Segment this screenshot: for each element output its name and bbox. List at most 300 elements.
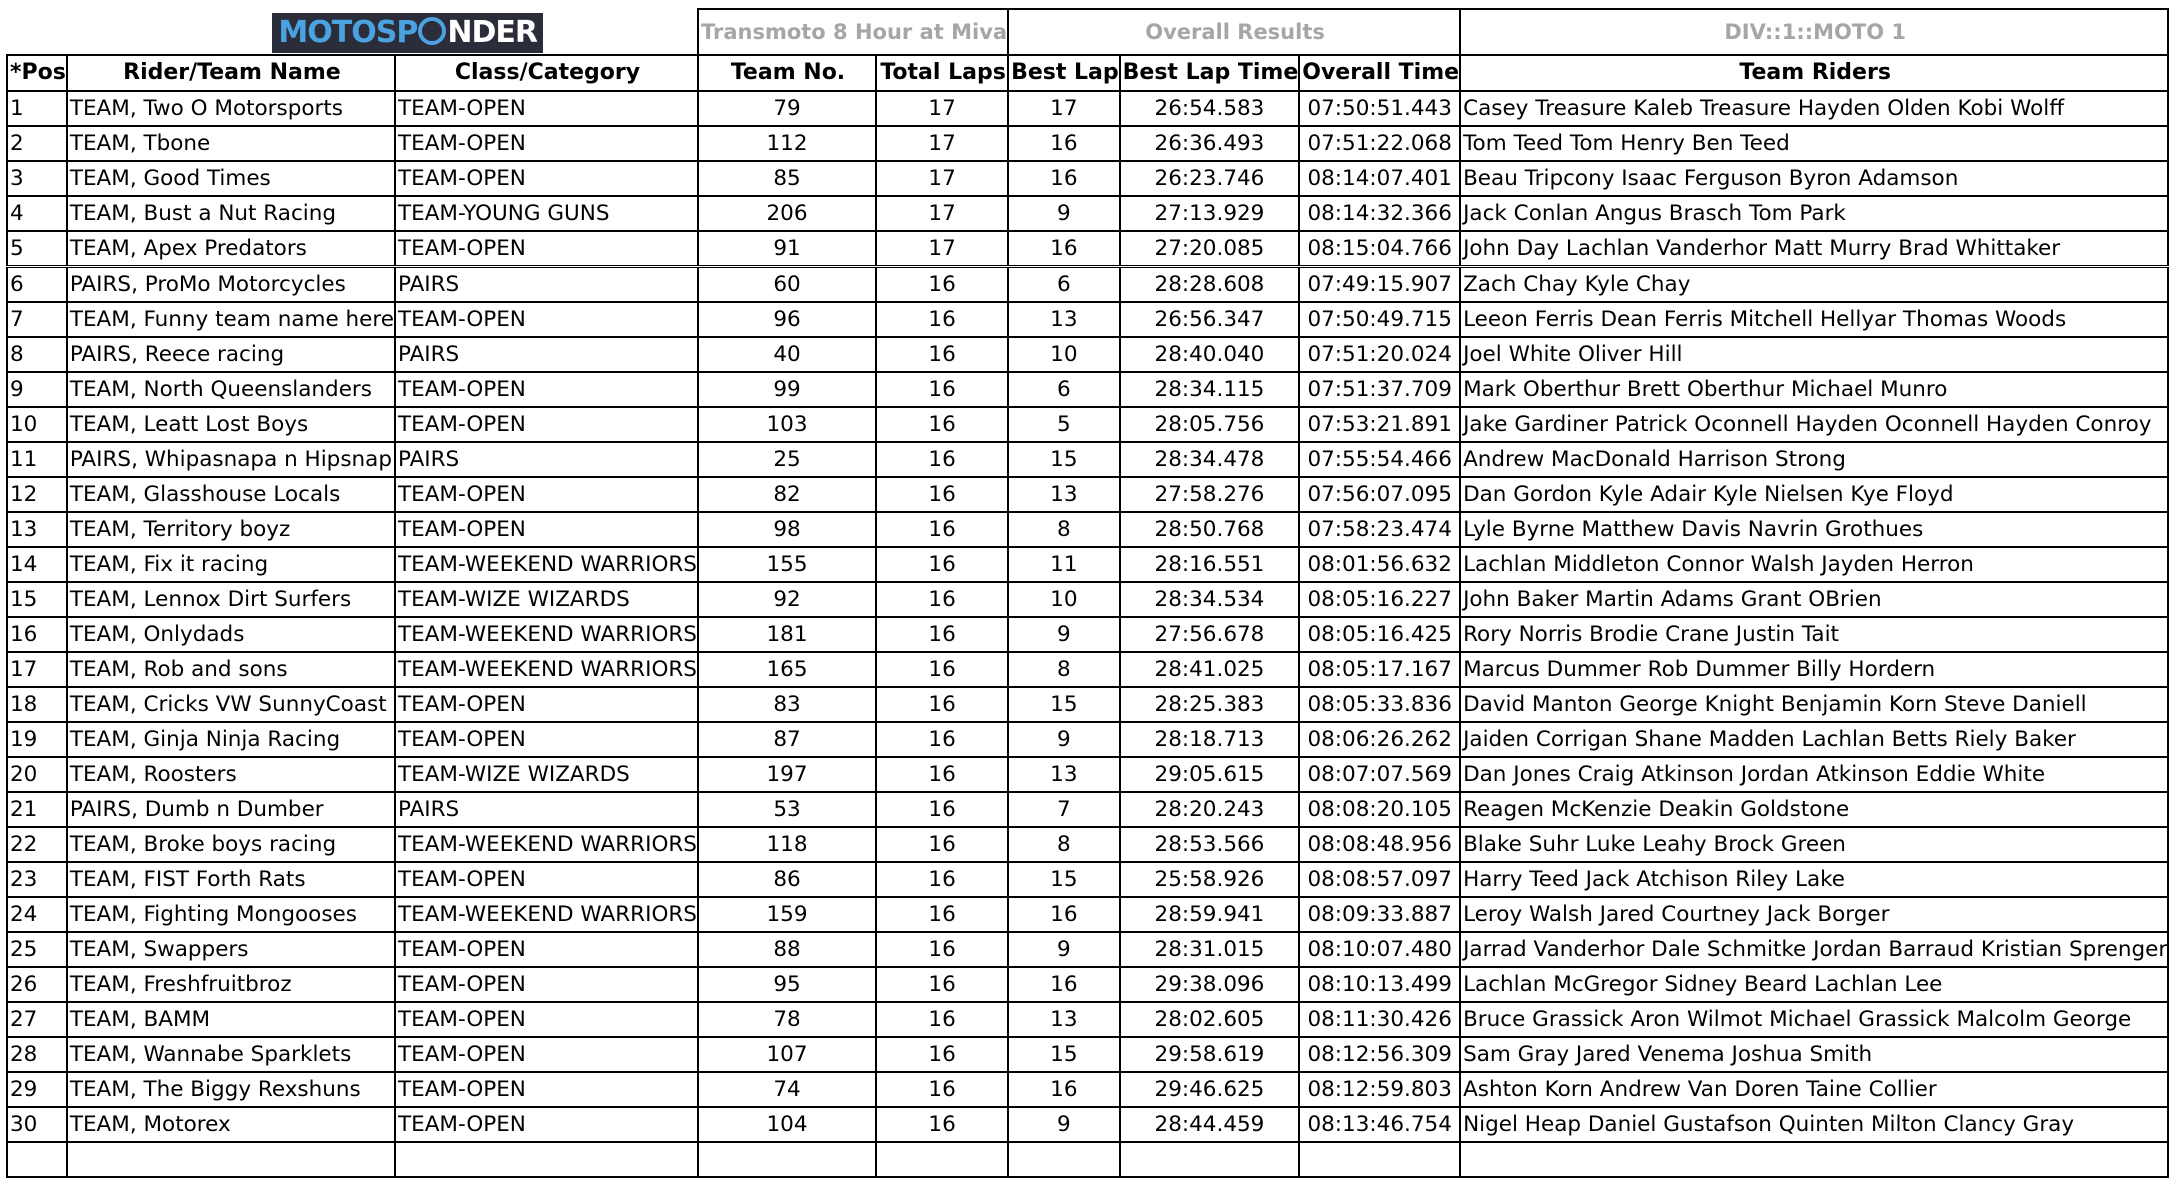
cell-team-no: 53 [698, 792, 876, 827]
cell-team-no: 96 [698, 302, 876, 337]
cell-total-laps: 16 [876, 267, 1008, 303]
column-header-overall-time: Overall Time [1299, 55, 1460, 91]
table-row [7, 1037, 2168, 1072]
cell-best-lap: 13 [1008, 1002, 1120, 1037]
cell-best-lap: 16 [1008, 126, 1120, 161]
cell-rider-team-name: TEAM, Broke boys racing [67, 827, 395, 862]
table-row [7, 1072, 2168, 1107]
cell-overall-time: 08:08:20.105 [1299, 792, 1460, 827]
cell-class-category: TEAM-OPEN [395, 862, 698, 897]
cell-overall-time: 08:09:33.887 [1299, 897, 1460, 932]
cell-total-laps: 16 [876, 722, 1008, 757]
cell-class-category: TEAM-OPEN [395, 126, 698, 161]
cell-team-riders: John Baker Martin Adams Grant OBrien [1460, 582, 2168, 617]
empty-cell [7, 1142, 67, 1177]
cell-class-category: TEAM-OPEN [395, 161, 698, 196]
table-row [7, 126, 2168, 161]
table-row [7, 617, 2168, 652]
cell-best-lap-time: 28:02.605 [1120, 1002, 1300, 1037]
column-header-row [7, 55, 2168, 91]
table-row [7, 862, 2168, 897]
cell-class-category: TEAM-WEEKEND WARRIORS [395, 897, 698, 932]
cell-team-no: 91 [698, 231, 876, 267]
table-row [7, 442, 2168, 477]
cell-team-no: 82 [698, 477, 876, 512]
cell-class-category: TEAM-WIZE WIZARDS [395, 757, 698, 792]
blank-cell [7, 9, 67, 55]
cell-total-laps: 16 [876, 547, 1008, 582]
cell-total-laps: 16 [876, 372, 1008, 407]
cell-total-laps: 16 [876, 477, 1008, 512]
cell-pos: 29 [7, 1072, 67, 1107]
cell-team-riders: Beau Tripcony Isaac Ferguson Byron Adamson [1460, 161, 2168, 196]
column-header-best-lap: Best Lap [1008, 55, 1120, 91]
cell-pos: 7 [7, 302, 67, 337]
cell-best-lap-time: 28:25.383 [1120, 687, 1300, 722]
cell-pos: 6 [7, 267, 67, 303]
cell-pos: 1 [7, 91, 67, 126]
column-header-pos: *Pos [7, 55, 67, 91]
cell-best-lap-time: 28:18.713 [1120, 722, 1300, 757]
cell-class-category: TEAM-OPEN [395, 932, 698, 967]
cell-overall-time: 08:08:57.097 [1299, 862, 1460, 897]
cell-team-riders: Mark Oberthur Brett Oberthur Michael Munro [1460, 372, 2168, 407]
empty-cell [395, 1142, 698, 1177]
cell-team-riders: Lachlan McGregor Sidney Beard Lachlan Lee [1460, 967, 2168, 1002]
cell-team-riders: Dan Gordon Kyle Adair Kyle Nielsen Kye Floyd [1460, 477, 2168, 512]
cell-overall-time: 07:51:20.024 [1299, 337, 1460, 372]
cell-best-lap: 8 [1008, 827, 1120, 862]
column-header-class-category: Class/Category [395, 55, 698, 91]
cell-team-no: 25 [698, 442, 876, 477]
table-row [7, 897, 2168, 932]
cell-team-riders: Jaiden Corrigan Shane Madden Lachlan Betts Riely Baker [1460, 722, 2168, 757]
cell-best-lap: 5 [1008, 407, 1120, 442]
cell-total-laps: 16 [876, 897, 1008, 932]
cell-rider-team-name: TEAM, Roosters [67, 757, 395, 792]
cell-total-laps: 16 [876, 302, 1008, 337]
cell-team-no: 86 [698, 862, 876, 897]
cell-class-category: TEAM-WEEKEND WARRIORS [395, 547, 698, 582]
cell-team-no: 107 [698, 1037, 876, 1072]
title-band [7, 9, 2168, 55]
cell-best-lap: 15 [1008, 442, 1120, 477]
cell-overall-time: 08:10:13.499 [1299, 967, 1460, 1002]
cell-best-lap-time: 26:23.746 [1120, 161, 1300, 196]
cell-team-riders: Jack Conlan Angus Brasch Tom Park [1460, 196, 2168, 231]
cell-best-lap: 17 [1008, 91, 1120, 126]
cell-rider-team-name: PAIRS, Dumb n Dumber [67, 792, 395, 827]
cell-best-lap-time: 28:31.015 [1120, 932, 1300, 967]
cell-rider-team-name: TEAM, FIST Forth Rats [67, 862, 395, 897]
cell-rider-team-name: TEAM, Two O Motorsports [67, 91, 395, 126]
results-sheet [6, 8, 2169, 1178]
cell-best-lap-time: 28:44.459 [1120, 1107, 1300, 1142]
cell-best-lap-time: 25:58.926 [1120, 862, 1300, 897]
cell-overall-time: 07:58:23.474 [1299, 512, 1460, 547]
cell-rider-team-name: TEAM, Swappers [67, 932, 395, 967]
cell-team-no: 155 [698, 547, 876, 582]
table-row [7, 1107, 2168, 1142]
cell-class-category: TEAM-OPEN [395, 302, 698, 337]
cell-class-category: TEAM-OPEN [395, 687, 698, 722]
cell-class-category: TEAM-WEEKEND WARRIORS [395, 617, 698, 652]
cell-overall-time: 07:56:07.095 [1299, 477, 1460, 512]
cell-team-riders: Jake Gardiner Patrick Oconnell Hayden Oconnell Hayden Conroy [1460, 407, 2168, 442]
cell-best-lap: 16 [1008, 897, 1120, 932]
cell-rider-team-name: TEAM, Onlydads [67, 617, 395, 652]
column-header-best-lap-time: Best Lap Time [1120, 55, 1300, 91]
cell-team-riders: Casey Treasure Kaleb Treasure Hayden Olden Kobi Wolff [1460, 91, 2168, 126]
cell-best-lap-time: 28:20.243 [1120, 792, 1300, 827]
cell-pos: 16 [7, 617, 67, 652]
logo-text-1: MOTOSP [278, 14, 418, 50]
logo-text-2: NDER [447, 14, 537, 50]
cell-total-laps: 16 [876, 407, 1008, 442]
cell-pos: 18 [7, 687, 67, 722]
cell-best-lap-time: 28:40.040 [1120, 337, 1300, 372]
cell-team-no: 40 [698, 337, 876, 372]
cell-total-laps: 16 [876, 792, 1008, 827]
cell-pos: 25 [7, 932, 67, 967]
cell-team-riders: Blake Suhr Luke Leahy Brock Green [1460, 827, 2168, 862]
cell-best-lap: 7 [1008, 792, 1120, 827]
cell-pos: 15 [7, 582, 67, 617]
cell-total-laps: 16 [876, 967, 1008, 1002]
cell-class-category: PAIRS [395, 267, 698, 303]
cell-pos: 5 [7, 231, 67, 267]
cell-team-no: 103 [698, 407, 876, 442]
cell-total-laps: 16 [876, 1072, 1008, 1107]
cell-team-riders: Andrew MacDonald Harrison Strong [1460, 442, 2168, 477]
cell-total-laps: 16 [876, 1037, 1008, 1072]
cell-class-category: TEAM-OPEN [395, 477, 698, 512]
cell-team-riders: Tom Teed Tom Henry Ben Teed [1460, 126, 2168, 161]
cell-rider-team-name: TEAM, The Biggy Rexshuns [67, 1072, 395, 1107]
cell-total-laps: 16 [876, 337, 1008, 372]
cell-team-no: 85 [698, 161, 876, 196]
cell-rider-team-name: TEAM, Motorex [67, 1107, 395, 1142]
results-table [6, 8, 2169, 1178]
cell-team-no: 83 [698, 687, 876, 722]
cell-class-category: TEAM-OPEN [395, 1107, 698, 1142]
cell-class-category: TEAM-OPEN [395, 722, 698, 757]
cell-rider-team-name: TEAM, Fix it racing [67, 547, 395, 582]
cell-overall-time: 08:08:48.956 [1299, 827, 1460, 862]
cell-overall-time: 07:53:21.891 [1299, 407, 1460, 442]
column-header-rider-team-name: Rider/Team Name [67, 55, 395, 91]
cell-best-lap-time: 28:05.756 [1120, 407, 1300, 442]
cell-team-no: 159 [698, 897, 876, 932]
table-row [7, 231, 2168, 267]
cell-class-category: PAIRS [395, 442, 698, 477]
cell-class-category: TEAM-OPEN [395, 91, 698, 126]
cell-best-lap: 15 [1008, 862, 1120, 897]
cell-overall-time: 08:01:56.632 [1299, 547, 1460, 582]
cell-class-category: TEAM-OPEN [395, 967, 698, 1002]
cell-overall-time: 08:11:30.426 [1299, 1002, 1460, 1037]
cell-team-riders: Nigel Heap Daniel Gustafson Quinten Milton Clancy Gray [1460, 1107, 2168, 1142]
cell-best-lap-time: 29:46.625 [1120, 1072, 1300, 1107]
cell-pos: 21 [7, 792, 67, 827]
cell-total-laps: 16 [876, 1107, 1008, 1142]
table-row [7, 196, 2168, 231]
cell-total-laps: 16 [876, 827, 1008, 862]
cell-best-lap: 16 [1008, 967, 1120, 1002]
logo-o-icon [418, 17, 446, 45]
cell-team-no: 88 [698, 932, 876, 967]
table-row [7, 792, 2168, 827]
cell-rider-team-name: TEAM, Glasshouse Locals [67, 477, 395, 512]
table-row [7, 827, 2168, 862]
cell-pos: 3 [7, 161, 67, 196]
cell-team-riders: Sam Gray Jared Venema Joshua Smith [1460, 1037, 2168, 1072]
motosponder-logo [272, 13, 543, 53]
cell-class-category: PAIRS [395, 337, 698, 372]
cell-rider-team-name: TEAM, BAMM [67, 1002, 395, 1037]
cell-pos: 24 [7, 897, 67, 932]
cell-total-laps: 16 [876, 1002, 1008, 1037]
cell-best-lap: 15 [1008, 687, 1120, 722]
cell-team-riders: Leeon Ferris Dean Ferris Mitchell Hellyar Thomas Woods [1460, 302, 2168, 337]
cell-best-lap: 9 [1008, 932, 1120, 967]
cell-overall-time: 08:06:26.262 [1299, 722, 1460, 757]
cell-pos: 20 [7, 757, 67, 792]
cell-rider-team-name: TEAM, Good Times [67, 161, 395, 196]
table-row [7, 967, 2168, 1002]
table-row [7, 687, 2168, 722]
cell-pos: 30 [7, 1107, 67, 1142]
cell-total-laps: 16 [876, 442, 1008, 477]
column-header-team-riders: Team Riders [1460, 55, 2168, 91]
cell-pos: 9 [7, 372, 67, 407]
cell-best-lap: 9 [1008, 722, 1120, 757]
cell-best-lap: 9 [1008, 617, 1120, 652]
cell-best-lap-time: 28:34.478 [1120, 442, 1300, 477]
empty-cell [1120, 1142, 1300, 1177]
cell-pos: 10 [7, 407, 67, 442]
logo-cell [67, 9, 698, 55]
cell-pos: 4 [7, 196, 67, 231]
cell-best-lap-time: 27:13.929 [1120, 196, 1300, 231]
cell-best-lap-time: 27:20.085 [1120, 231, 1300, 267]
cell-pos: 22 [7, 827, 67, 862]
table-row [7, 722, 2168, 757]
cell-best-lap: 16 [1008, 231, 1120, 267]
cell-best-lap: 11 [1008, 547, 1120, 582]
column-header-team-no: Team No. [698, 55, 876, 91]
empty-cell [876, 1142, 1008, 1177]
cell-best-lap-time: 28:16.551 [1120, 547, 1300, 582]
cell-best-lap: 6 [1008, 267, 1120, 303]
cell-best-lap: 6 [1008, 372, 1120, 407]
cell-best-lap-time: 29:05.615 [1120, 757, 1300, 792]
column-header-total-laps: Total Laps [876, 55, 1008, 91]
cell-pos: 27 [7, 1002, 67, 1037]
cell-team-no: 74 [698, 1072, 876, 1107]
cell-best-lap-time: 26:56.347 [1120, 302, 1300, 337]
table-row [7, 337, 2168, 372]
cell-team-no: 181 [698, 617, 876, 652]
cell-pos: 14 [7, 547, 67, 582]
cell-total-laps: 16 [876, 932, 1008, 967]
cell-best-lap: 16 [1008, 161, 1120, 196]
cell-pos: 12 [7, 477, 67, 512]
cell-overall-time: 08:14:32.366 [1299, 196, 1460, 231]
table-row [7, 652, 2168, 687]
cell-overall-time: 08:12:56.309 [1299, 1037, 1460, 1072]
cell-overall-time: 07:49:15.907 [1299, 267, 1460, 303]
cell-rider-team-name: TEAM, North Queenslanders [67, 372, 395, 407]
cell-team-no: 87 [698, 722, 876, 757]
empty-cell [67, 1142, 395, 1177]
cell-team-no: 79 [698, 91, 876, 126]
cell-total-laps: 17 [876, 196, 1008, 231]
cell-rider-team-name: PAIRS, Whipasnapa n Hipsnap [67, 442, 395, 477]
cell-best-lap: 9 [1008, 1107, 1120, 1142]
cell-team-riders: Leroy Walsh Jared Courtney Jack Borger [1460, 897, 2168, 932]
cell-total-laps: 17 [876, 91, 1008, 126]
cell-rider-team-name: TEAM, Fighting Mongooses [67, 897, 395, 932]
cell-team-riders: Jarrad Vanderhor Dale Schmitke Jordan Barraud Kristian Sprenger [1460, 932, 2168, 967]
cell-team-riders: Ashton Korn Andrew Van Doren Taine Collier [1460, 1072, 2168, 1107]
table-row [7, 372, 2168, 407]
cell-best-lap: 8 [1008, 652, 1120, 687]
cell-overall-time: 07:51:37.709 [1299, 372, 1460, 407]
cell-total-laps: 16 [876, 617, 1008, 652]
cell-team-riders: John Day Lachlan Vanderhor Matt Murry Brad Whittaker [1460, 231, 2168, 267]
cell-best-lap: 10 [1008, 582, 1120, 617]
cell-total-laps: 17 [876, 126, 1008, 161]
cell-team-riders: Dan Jones Craig Atkinson Jordan Atkinson Eddie White [1460, 757, 2168, 792]
table-row [7, 477, 2168, 512]
table-row [7, 1002, 2168, 1037]
cell-team-no: 104 [698, 1107, 876, 1142]
cell-best-lap: 8 [1008, 512, 1120, 547]
cell-pos: 17 [7, 652, 67, 687]
cell-best-lap-time: 26:36.493 [1120, 126, 1300, 161]
cell-pos: 23 [7, 862, 67, 897]
cell-team-riders: Joel White Oliver Hill [1460, 337, 2168, 372]
cell-total-laps: 16 [876, 652, 1008, 687]
table-row [7, 91, 2168, 126]
cell-rider-team-name: TEAM, Wannabe Sparklets [67, 1037, 395, 1072]
cell-best-lap-time: 28:59.941 [1120, 897, 1300, 932]
cell-team-riders: Lachlan Middleton Connor Walsh Jayden Herron [1460, 547, 2168, 582]
cell-team-riders: Bruce Grassick Aron Wilmot Michael Grassick Malcolm George [1460, 1002, 2168, 1037]
cell-total-laps: 17 [876, 231, 1008, 267]
cell-rider-team-name: TEAM, Territory boyz [67, 512, 395, 547]
cell-pos: 13 [7, 512, 67, 547]
cell-rider-team-name: TEAM, Leatt Lost Boys [67, 407, 395, 442]
cell-class-category: TEAM-OPEN [395, 1002, 698, 1037]
cell-overall-time: 07:51:22.068 [1299, 126, 1460, 161]
cell-rider-team-name: PAIRS, Reece racing [67, 337, 395, 372]
cell-team-no: 197 [698, 757, 876, 792]
cell-overall-time: 08:05:17.167 [1299, 652, 1460, 687]
table-row [7, 547, 2168, 582]
cell-class-category: TEAM-WIZE WIZARDS [395, 582, 698, 617]
cell-pos: 26 [7, 967, 67, 1002]
cell-best-lap-time: 28:34.534 [1120, 582, 1300, 617]
cell-best-lap: 13 [1008, 757, 1120, 792]
table-row [7, 267, 2168, 303]
cell-pos: 19 [7, 722, 67, 757]
cell-rider-team-name: TEAM, Lennox Dirt Surfers [67, 582, 395, 617]
cell-overall-time: 08:05:16.425 [1299, 617, 1460, 652]
table-row [7, 407, 2168, 442]
cell-best-lap-time: 28:28.608 [1120, 267, 1300, 303]
cell-team-no: 165 [698, 652, 876, 687]
cell-best-lap: 13 [1008, 477, 1120, 512]
empty-cell [1008, 1142, 1120, 1177]
cell-best-lap: 13 [1008, 302, 1120, 337]
cell-best-lap: 16 [1008, 1072, 1120, 1107]
cell-best-lap-time: 27:56.678 [1120, 617, 1300, 652]
cell-team-no: 99 [698, 372, 876, 407]
cell-class-category: TEAM-OPEN [395, 407, 698, 442]
cell-best-lap: 9 [1008, 196, 1120, 231]
cell-team-riders: Reagen McKenzie Deakin Goldstone [1460, 792, 2168, 827]
cell-pos: 8 [7, 337, 67, 372]
results-label: Overall Results [1008, 9, 1460, 55]
cell-overall-time: 08:05:33.836 [1299, 687, 1460, 722]
table-row [7, 932, 2168, 967]
cell-overall-time: 08:15:04.766 [1299, 231, 1460, 267]
cell-class-category: TEAM-OPEN [395, 1037, 698, 1072]
cell-class-category: TEAM-OPEN [395, 372, 698, 407]
cell-overall-time: 08:12:59.803 [1299, 1072, 1460, 1107]
cell-overall-time: 07:50:49.715 [1299, 302, 1460, 337]
cell-overall-time: 08:14:07.401 [1299, 161, 1460, 196]
cell-class-category: TEAM-YOUNG GUNS [395, 196, 698, 231]
cell-rider-team-name: TEAM, Freshfruitbroz [67, 967, 395, 1002]
table-row [7, 302, 2168, 337]
cell-team-no: 118 [698, 827, 876, 862]
cell-pos: 28 [7, 1037, 67, 1072]
cell-class-category: TEAM-OPEN [395, 231, 698, 267]
cell-best-lap: 15 [1008, 1037, 1120, 1072]
cell-team-no: 206 [698, 196, 876, 231]
table-row [7, 582, 2168, 617]
empty-cell [1299, 1142, 1460, 1177]
cell-class-category: TEAM-WEEKEND WARRIORS [395, 652, 698, 687]
cell-total-laps: 16 [876, 512, 1008, 547]
cell-rider-team-name: PAIRS, ProMo Motorcycles [67, 267, 395, 303]
cell-best-lap-time: 28:34.115 [1120, 372, 1300, 407]
cell-total-laps: 16 [876, 687, 1008, 722]
cell-team-no: 112 [698, 126, 876, 161]
cell-overall-time: 08:05:16.227 [1299, 582, 1460, 617]
cell-overall-time: 07:55:54.466 [1299, 442, 1460, 477]
cell-class-category: TEAM-OPEN [395, 1072, 698, 1107]
cell-team-riders: Zach Chay Kyle Chay [1460, 267, 2168, 303]
cell-rider-team-name: TEAM, Cricks VW SunnyCoast [67, 687, 395, 722]
cell-overall-time: 07:50:51.443 [1299, 91, 1460, 126]
table-row [7, 757, 2168, 792]
cell-team-riders: Lyle Byrne Matthew Davis Navrin Grothues [1460, 512, 2168, 547]
table-row [7, 512, 2168, 547]
table-row [7, 161, 2168, 196]
cell-pos: 11 [7, 442, 67, 477]
cell-class-category: TEAM-WEEKEND WARRIORS [395, 827, 698, 862]
cell-team-no: 78 [698, 1002, 876, 1037]
cell-team-no: 92 [698, 582, 876, 617]
cell-total-laps: 16 [876, 757, 1008, 792]
division-label: DIV::1::MOTO 1 [1460, 9, 2168, 55]
cell-best-lap-time: 28:41.025 [1120, 652, 1300, 687]
cell-total-laps: 16 [876, 862, 1008, 897]
